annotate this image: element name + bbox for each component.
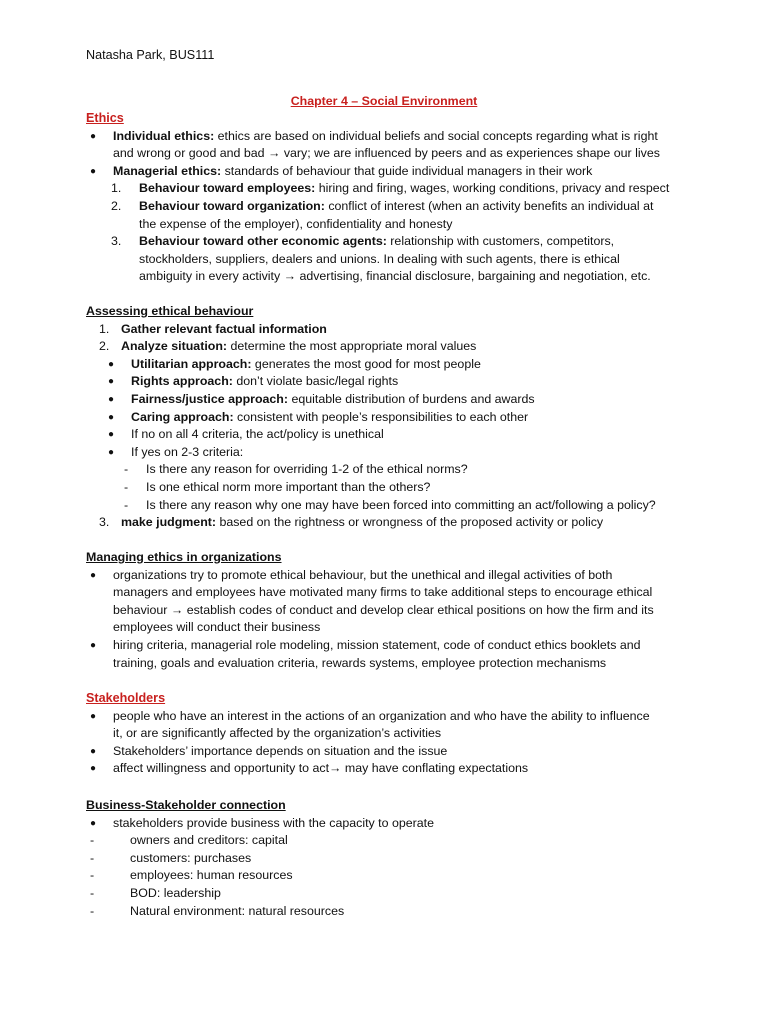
heading-assessing: Assessing ethical behaviour: [86, 304, 254, 318]
list-item: ● affect willingness and opportunity to act→ may have conflating expectations: [86, 760, 686, 778]
chapter-title: Chapter 4 – Social Environment: [290, 94, 478, 108]
section-ethics: [86, 110, 686, 286]
list-item: 1. Gather relevant factual information: [99, 321, 327, 336]
list-item: ● Individual ethics: ethics are based on individual beliefs and social concepts regarding what is right and wrong or good and bad → vary; we are influenced by peers and as experiences shape our lives: [90, 128, 660, 161]
dash-icon: -: [124, 462, 129, 477]
list-item: - BOD: leadership: [86, 885, 686, 903]
list-item: ● If yes on 2-3 criteria:: [86, 444, 686, 462]
list-item: 3. Behaviour toward other economic agents: relationship with customers, competitors, stockholders, suppliers, dealers and unions. In dealing with such agents, there is ethical ambiguity in every activity → advertising, financial disclosure, bargaining and negotiation, etc.: [111, 234, 651, 284]
bullet-icon: ●: [90, 639, 97, 651]
heading-connection: Business-Stakeholder connection: [86, 798, 286, 812]
bullet-icon: ●: [108, 429, 115, 441]
list-item: - owners and creditors: capital: [86, 832, 686, 850]
list-item: - Is there any reason for overriding 1-2 of the ethical norms?: [86, 461, 686, 479]
list-item: 2. Behaviour toward organization: conflict of interest (when an activity benefits an individual at the expense of the employer), confidentiality and honesty: [111, 198, 654, 231]
bullet-icon: ●: [90, 817, 97, 829]
list-item: - employees: human resources: [86, 867, 686, 885]
author-line: Natasha Park, BUS111: [86, 48, 215, 62]
list-item: ● Managerial ethics: standards of behaviour that guide individual managers in their work: [86, 163, 686, 181]
list-item: - customers: purchases: [86, 850, 686, 868]
heading-managing: Managing ethics in organizations: [86, 550, 282, 564]
list-item: ● stakeholders provide business with the capacity to operate: [86, 815, 686, 833]
list-item: - Natural environment: natural resources: [86, 903, 686, 921]
section-stakeholders: [86, 690, 686, 778]
bullet-icon: ●: [108, 411, 115, 423]
list-item: 3. make judgment: based on the rightness or wrongness of the proposed activity or policy: [99, 515, 604, 530]
list-item: ● Rights approach: don’t violate basic/legal rights: [86, 373, 686, 391]
bullet-icon: ●: [90, 710, 97, 722]
dash-icon: -: [90, 885, 95, 900]
bullet-icon: ●: [108, 358, 115, 370]
list-item: ● Stakeholders’ importance depends on situation and the issue: [86, 743, 686, 761]
bullet-icon: ●: [90, 130, 97, 142]
dash-icon: -: [90, 868, 95, 883]
list-item: ● Fairness/justice approach: equitable distribution of burdens and awards: [86, 391, 686, 409]
list-item: ● Caring approach: consistent with people’s responsibilities to each other: [86, 409, 686, 427]
list-item: - Is there any reason why one may have been forced into committing an act/following a policy?: [86, 497, 686, 515]
bullet-icon: ●: [108, 393, 115, 405]
section-assessing: [86, 303, 686, 532]
list-item: 2. Analyze situation: determine the most appropriate moral values: [99, 339, 477, 354]
bullet-icon: ●: [108, 446, 115, 458]
dash-icon: -: [124, 497, 129, 512]
dash-icon: -: [90, 850, 95, 865]
section-managing: [86, 549, 686, 672]
list-item: ● If no on all 4 criteria, the act/policy is unethical: [86, 426, 686, 444]
list-item: ● people who have an interest in the actions of an organization and who have the ability to influence it, or are significantly affected by the organization’s activities: [90, 708, 650, 741]
bullet-icon: ●: [90, 569, 97, 581]
list-item: ● hiring criteria, managerial role modeling, mission statement, code of conduct ethics booklets and training, goals and evaluation criteria, rewards systems, employee protection mechanisms: [90, 637, 641, 670]
section-connection: [86, 797, 686, 920]
list-item: - Is one ethical norm more important than the others?: [86, 479, 686, 497]
bullet-icon: ●: [90, 763, 97, 775]
bullet-icon: ●: [108, 376, 115, 388]
heading-ethics: Ethics: [86, 111, 124, 125]
dash-icon: -: [90, 903, 95, 918]
list-item: ● organizations try to promote ethical behaviour, but the unethical and illegal activities of both managers and employees have motivated many firms to take additional steps to encourage ethical behaviour → establish codes of conduct and develop clear ethical positions on how the firm and its employees will conduct their business: [90, 567, 654, 635]
bullet-icon: ●: [90, 165, 97, 177]
list-item: ● Utilitarian approach: generates the most good for most people: [86, 356, 686, 374]
dash-icon: -: [124, 479, 129, 494]
bullet-icon: ●: [90, 745, 97, 757]
list-item: 1. Behaviour toward employees: hiring and firing, wages, working conditions, privacy and respect: [111, 181, 670, 196]
heading-stakeholders: Stakeholders: [86, 691, 166, 705]
dash-icon: -: [90, 833, 95, 848]
